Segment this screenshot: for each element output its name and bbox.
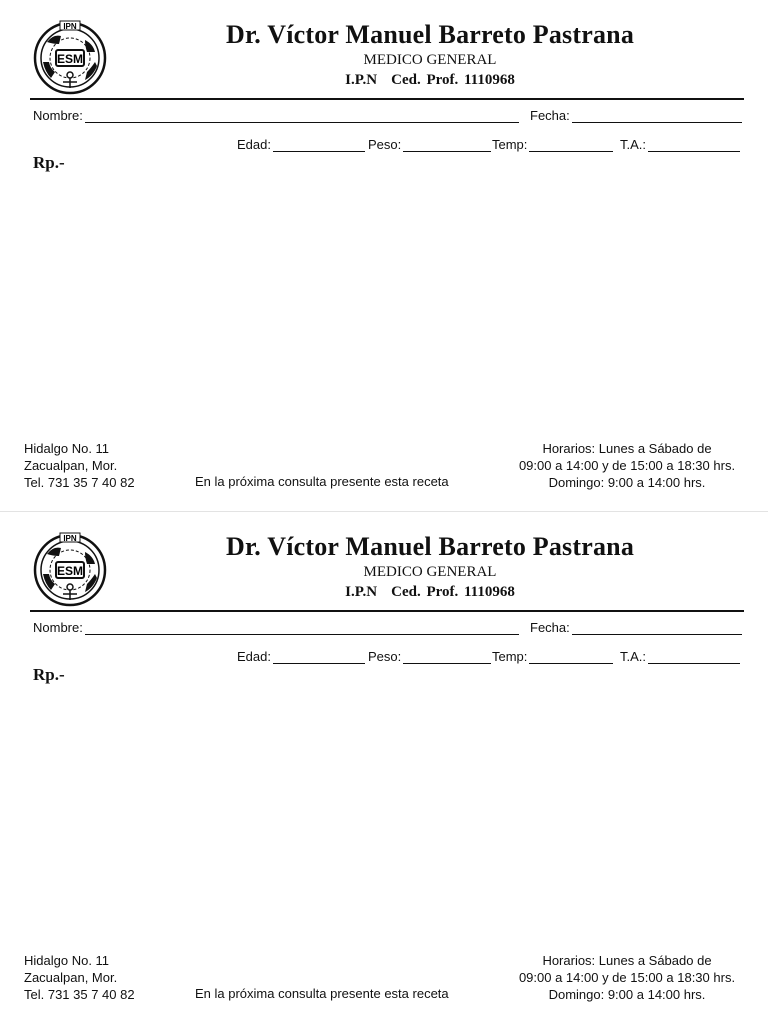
- hours-line-1: Horarios: Lunes a Sábado de: [542, 441, 712, 456]
- nombre-label: Nombre:: [33, 108, 83, 123]
- peso-field[interactable]: [368, 649, 491, 664]
- edad-field[interactable]: [237, 649, 365, 664]
- temp-field[interactable]: [492, 649, 613, 664]
- ta-field[interactable]: [620, 137, 740, 152]
- hours-line-3: Domingo: 9:00 a 14:00 hrs.: [548, 987, 706, 1002]
- address-block: [24, 440, 135, 491]
- ipn-esm-logo-icon: [33, 532, 107, 608]
- edad-line[interactable]: [273, 650, 365, 664]
- fecha-line[interactable]: [572, 621, 742, 635]
- rp-label: Rp.-: [33, 153, 65, 172]
- peso-field[interactable]: [368, 137, 491, 152]
- temp-label: Temp:: [492, 649, 528, 664]
- peso-line[interactable]: [403, 138, 491, 152]
- address-phone: Tel. 731 35 7 40 82: [24, 987, 135, 1002]
- specialty: MEDICO GENERAL: [363, 52, 497, 68]
- temp-label: Temp:: [492, 137, 528, 152]
- nombre-line[interactable]: [85, 109, 519, 123]
- svg-text:IPN: IPN: [63, 534, 77, 543]
- address-street: Hidalgo No. 11: [24, 441, 110, 456]
- ta-field[interactable]: [620, 649, 740, 664]
- hours-line-2: 09:00 a 14:00 y de 15:00 a 18:30 hrs.: [518, 458, 736, 473]
- nombre-field[interactable]: [33, 620, 519, 635]
- ta-label: T.A.:: [620, 649, 647, 664]
- fecha-label: Fecha:: [530, 620, 570, 635]
- hours-line-1: Horarios: Lunes a Sábado de: [542, 953, 712, 968]
- credentials: [130, 584, 730, 601]
- address-street: Hidalgo No. 11: [24, 953, 110, 968]
- ta-line[interactable]: [648, 650, 740, 664]
- header-rule: [30, 98, 744, 100]
- hours-line-3: Domingo: 9:00 a 14:00 hrs.: [548, 475, 706, 490]
- address-city: Zacualpan, Mor.: [24, 458, 118, 473]
- edad-label: Edad:: [237, 649, 271, 664]
- license: Ced. Prof. 1110968: [391, 72, 515, 88]
- edad-label: Edad:: [237, 137, 271, 152]
- nombre-label: Nombre:: [33, 620, 83, 635]
- peso-label: Peso:: [368, 137, 402, 152]
- temp-field[interactable]: [492, 137, 613, 152]
- hours-block: [500, 952, 754, 1003]
- peso-label: Peso:: [368, 649, 402, 664]
- fecha-label: Fecha:: [530, 108, 570, 123]
- fecha-line[interactable]: [572, 109, 742, 123]
- nombre-line[interactable]: [85, 621, 519, 635]
- svg-text:ESM: ESM: [56, 52, 84, 66]
- doctor-name: Dr. Víctor Manuel Barreto Pastrana: [225, 20, 635, 49]
- license: Ced. Prof. 1110968: [391, 584, 515, 600]
- address-block: [24, 952, 135, 1003]
- footer-note: En la próxima consulta presente esta receta: [195, 986, 449, 1001]
- address-phone: Tel. 731 35 7 40 82: [24, 475, 135, 490]
- specialty: MEDICO GENERAL: [363, 564, 497, 580]
- credentials: [130, 72, 730, 89]
- edad-field[interactable]: [237, 137, 365, 152]
- institution: I.P.N: [345, 72, 378, 88]
- ipn-esm-logo-icon: [33, 20, 107, 96]
- peso-line[interactable]: [403, 650, 491, 664]
- ta-line[interactable]: [648, 138, 740, 152]
- institution: I.P.N: [345, 584, 378, 600]
- hours-block: [500, 440, 754, 491]
- svg-text:ESM: ESM: [56, 564, 84, 578]
- fecha-field[interactable]: [530, 108, 742, 123]
- fecha-field[interactable]: [530, 620, 742, 635]
- svg-text:IPN: IPN: [63, 22, 77, 31]
- header-rule: [30, 610, 744, 612]
- address-city: Zacualpan, Mor.: [24, 970, 118, 985]
- edad-line[interactable]: [273, 138, 365, 152]
- rp-label: Rp.-: [33, 665, 65, 684]
- footer-note: En la próxima consulta presente esta receta: [195, 474, 449, 489]
- temp-line[interactable]: [529, 650, 613, 664]
- nombre-field[interactable]: [33, 108, 519, 123]
- prescription-sheet-bottom: [0, 512, 768, 1024]
- ta-label: T.A.:: [620, 137, 647, 152]
- hours-line-2: 09:00 a 14:00 y de 15:00 a 18:30 hrs.: [518, 970, 736, 985]
- temp-line[interactable]: [529, 138, 613, 152]
- doctor-name: Dr. Víctor Manuel Barreto Pastrana: [225, 532, 635, 561]
